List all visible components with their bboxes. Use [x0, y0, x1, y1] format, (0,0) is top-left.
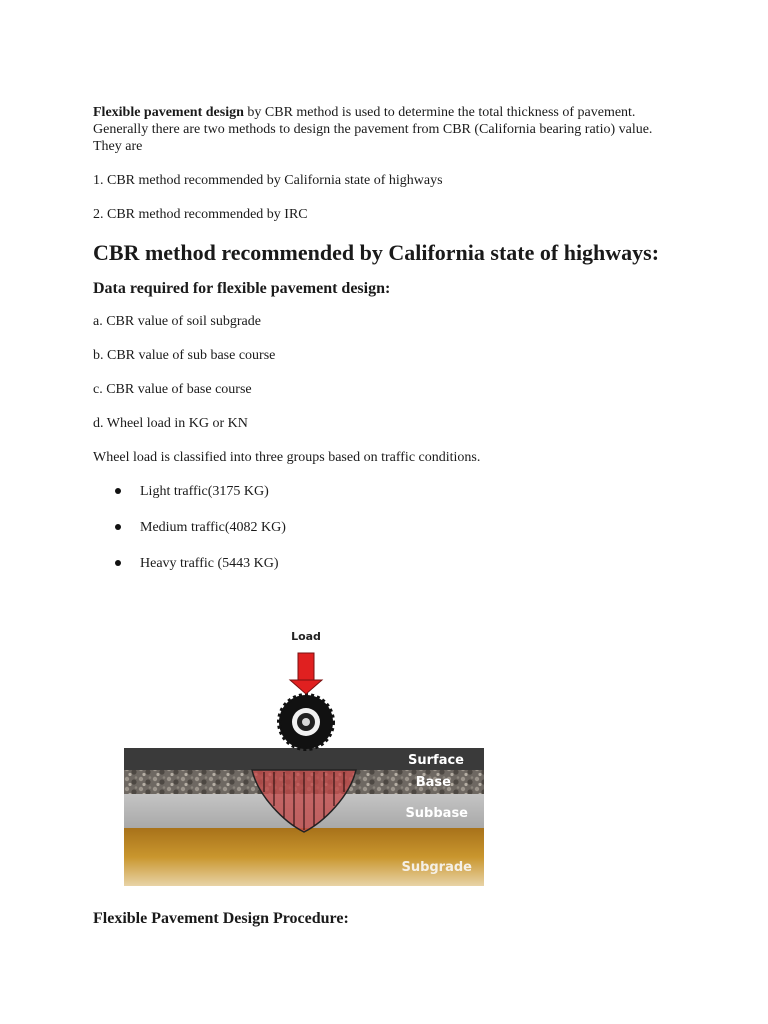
procedure-heading: Flexible Pavement Design Procedure: [93, 910, 349, 927]
intro-text: by CBR method is used to determine the total thickness of pavement. Generally there are two methods to design the pavement from CBR (California bearing ratio) value. They are [93, 105, 653, 154]
document-body [93, 104, 673, 591]
traffic-label: Light traffic(3175 KG) [140, 484, 269, 499]
traffic-item-light [115, 483, 673, 500]
requirement-d: d. Wheel load in KG or KN [93, 416, 248, 431]
method-item-2: 2. CBR method recommended by IRC [93, 207, 308, 222]
subgrade-label: Subgrade [401, 860, 472, 875]
requirement-c: c. CBR value of base course [93, 382, 252, 397]
pavement-layers-figure [124, 626, 484, 886]
intro-paragraph [93, 104, 673, 155]
bullet-icon [115, 488, 121, 494]
bullet-icon [115, 560, 121, 566]
load-arrow-icon [290, 653, 322, 694]
base-label: Base [415, 775, 451, 790]
surface-label: Surface [408, 753, 464, 768]
intro-bold: Flexible pavement design [93, 105, 244, 120]
method-item-1: 1. CBR method recommended by California state of highways [93, 173, 443, 188]
wheel-load-text: Wheel load is classified into three groups based on traffic conditions. [93, 450, 481, 465]
subbase-label: Subbase [405, 806, 468, 821]
traffic-item-medium [115, 519, 673, 536]
requirement-a: a. CBR value of soil subgrade [93, 314, 261, 329]
traffic-label: Medium traffic(4082 KG) [140, 520, 286, 535]
traffic-item-heavy [115, 555, 673, 572]
subgrade-layer [124, 828, 484, 886]
data-required-heading: Data required for flexible pavement design: [93, 280, 391, 297]
traffic-list [93, 483, 673, 572]
wheel-icon [279, 695, 333, 749]
traffic-label: Heavy traffic (5443 KG) [140, 556, 279, 571]
load-label: Load [291, 630, 321, 643]
requirement-b: b. CBR value of sub base course [93, 348, 276, 363]
bullet-icon [115, 524, 121, 530]
main-heading: CBR method recommended by California state of highways: [93, 240, 660, 265]
